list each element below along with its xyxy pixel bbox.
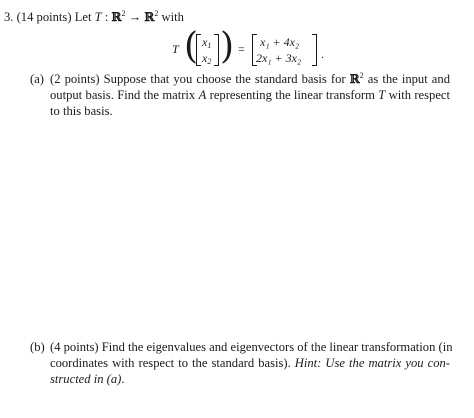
- problem-points: (14 points): [16, 10, 72, 24]
- eq-func: T: [172, 42, 179, 56]
- domain-R: ℝ: [111, 10, 122, 24]
- codomain-exp: 2: [154, 9, 159, 18]
- part-b-line-2: coordinates with respect to the standard basis). Hint: Use the matrix you con-: [50, 356, 450, 370]
- transform-symbol: T: [94, 10, 102, 24]
- colon: :: [104, 10, 109, 24]
- input-top: $x_1$: [202, 35, 212, 50]
- part-b-label: (b): [30, 340, 45, 354]
- codomain-R: ℝ: [144, 10, 155, 24]
- input-bottom: $x_2$: [202, 51, 212, 66]
- arrow: →: [128, 10, 142, 24]
- part-b-line-3: structed in (a).: [50, 372, 125, 386]
- input-bracket-left: [196, 34, 201, 66]
- transform-equation: [172, 26, 340, 68]
- part-a-line-1: (2 points) Suppose that you choose the standard basis for ℝ$^2$ as the input and: [50, 71, 450, 86]
- left-paren: (: [184, 26, 199, 67]
- equals-sign: =: [238, 42, 245, 56]
- output-bottom: 2x₁ + 3x₂: [256, 51, 302, 65]
- input-bracket-right: [214, 34, 219, 66]
- with-text: with: [161, 10, 184, 24]
- domain-exp: 2: [121, 9, 126, 18]
- problem-number: 3.: [4, 10, 14, 24]
- right-paren: ): [220, 26, 235, 67]
- part-a-line-2: output basis. Find the matrix A representing the linear transform T with respect: [50, 88, 450, 102]
- problem-header: [4, 11, 184, 24]
- part-a-R: ℝ: [349, 72, 360, 86]
- output-top: x₁ + 4x₂: [260, 35, 300, 49]
- let-text: Let: [74, 10, 92, 24]
- part-a-label: (a): [30, 72, 44, 86]
- part-b-line-1: (4 points) Find the eigenvalues and eigenvectors of the linear transformation (in: [50, 340, 453, 354]
- output-bracket-right: [312, 34, 317, 66]
- part-a-line-3: to this basis.: [50, 104, 113, 118]
- equation-period: .: [321, 47, 324, 61]
